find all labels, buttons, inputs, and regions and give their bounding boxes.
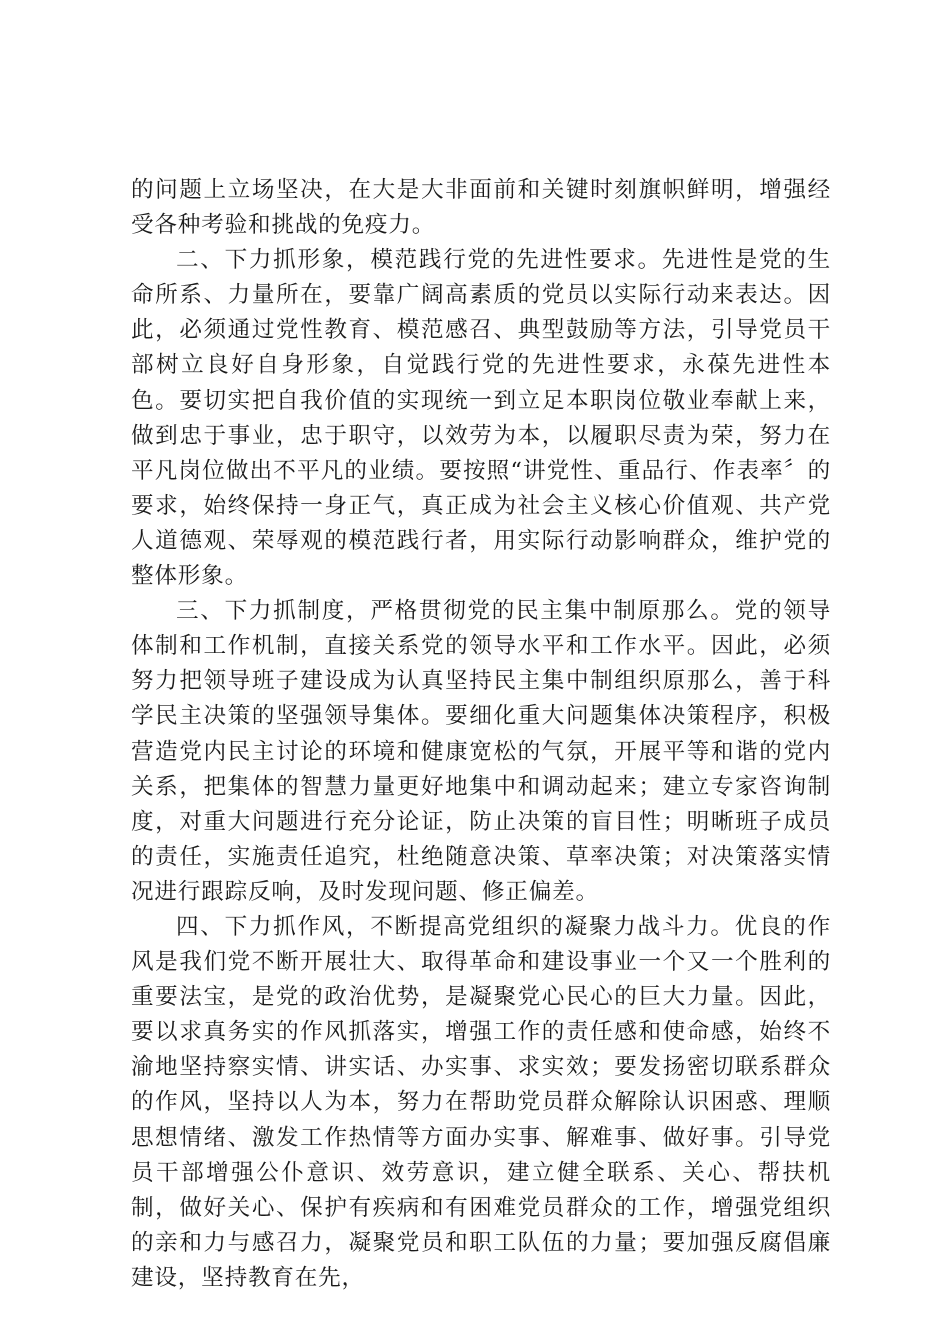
- paragraph-section-four: 四、下力抓作风，不断提高党组织的凝聚力战斗力。优良的作风是我们党不断开展壮大、取得革命和建设事业一个又一个胜利的重要法宝，是党的政治优势，是凝聚党心民心的巨大力量。因此，要以求真务实的作风抓落实，增强工作的责任感和使命感，始终不渝地坚持察实情、讲实话、办实事、求实效；要发扬密切联系群众的作风，坚持以人为本，努力在帮助党员群众解除认识困惑、理顺思想情绪、激发工作热情等方面办实事、解难事、做好事。引导党员干部增强公仆意识、效劳意识，建立健全联系、关心、帮扶机制，做好关心、保护有疾病和有困难党员群众的工作，增强党组织的亲和力与感召力，凝聚党员和职工队伍的力量；要加强反腐倡廉建设，坚持教育在先，: [131, 913, 831, 1291]
- paragraph-section-three: 三、下力抓制度，严格贯彻党的民主集中制原那么。党的领导体制和工作机制，直接关系党的领导水平和工作水平。因此，必须努力把领导班子建设成为认真坚持民主集中制组织原那么，善于科学民主决策的坚强领导集体。要细化重大问题集体决策程序，积极营造党内民主讨论的环境和健康宽松的气氛，开展平等和谐的党内关系，把集体的智慧力量更好地集中和调动起来；建立专家咨询制度，对重大问题进行充分论证，防止决策的盲目性；明晰班子成员的责任，实施责任追究，杜绝随意决策、草率决策；对决策落实情况进行跟踪反响，及时发现问题、修正偏差。: [131, 598, 831, 905]
- document-body: [131, 173, 831, 1296]
- paragraph-continuation: 的问题上立场坚决，在大是大非面前和关键时刻旗帜鲜明，增强经受各种考验和挑战的免疫力。: [131, 177, 831, 239]
- paragraph-section-two: 二、下力抓形象，模范践行党的先进性要求。先进性是党的生命所系、力量所在，要靠广阔高素质的党员以实际行动来表达。因此，必须通过党性教育、模范感召、典型鼓励等方法，引导党员干部树立良好自身形象，自觉践行党的先进性要求，永葆先进性本色。要切实把自我价值的实现统一到立足本职岗位敬业奉献上来，做到忠于事业，忠于职守，以效劳为本，以履职尽责为荣，努力在平凡岗位做出不平凡的业绩。要按照“讲党性、重品行、作表率〞的要求，始终保持一身正气，真正成为社会主义核心价值观、共产党人道德观、荣辱观的模范践行者，用实际行动影响群众，维护党的整体形象。: [131, 247, 831, 590]
